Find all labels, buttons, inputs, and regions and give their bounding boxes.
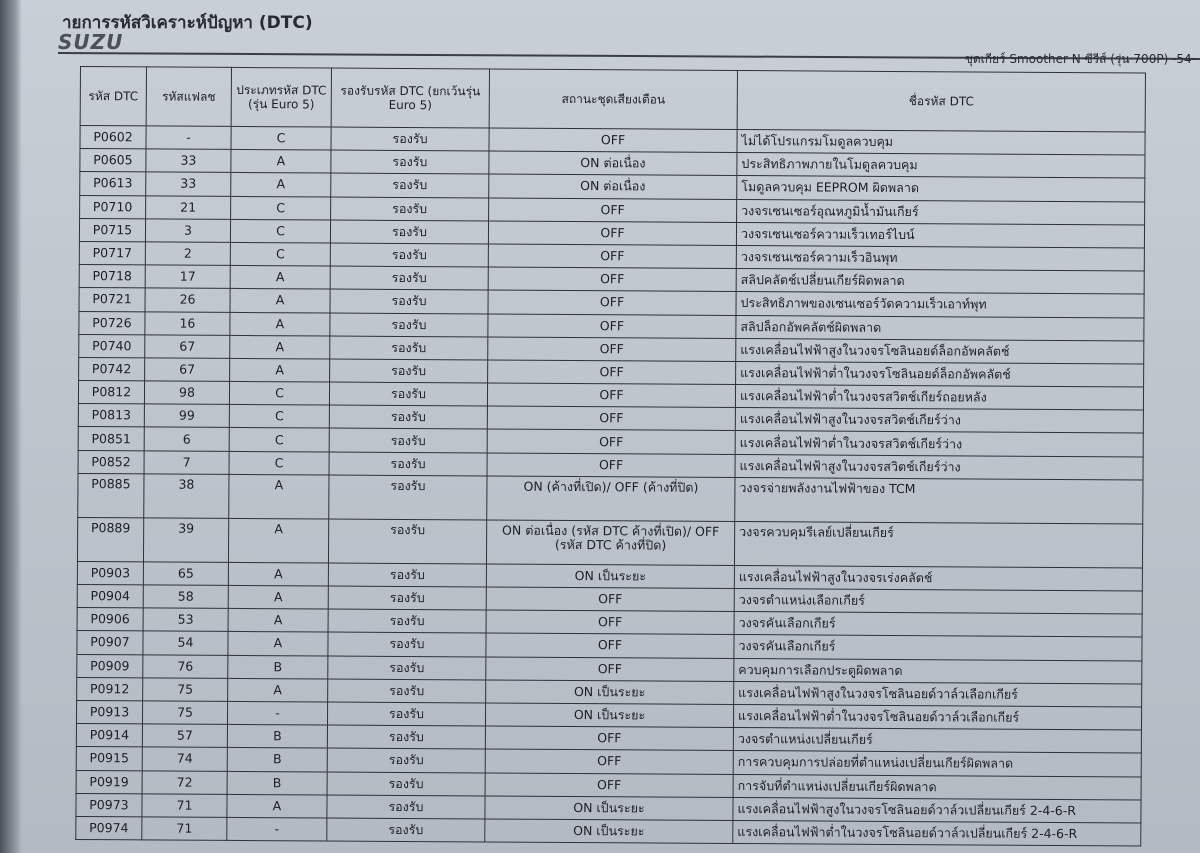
cell-warning-status: OFF	[487, 453, 735, 478]
cell-dtc-type: B	[227, 748, 327, 772]
cell-dtc-support: รองรับ	[327, 795, 485, 819]
cell-dtc-support: รองรับ	[328, 519, 486, 564]
cell-warning-status: OFF	[489, 128, 737, 153]
cell-dtc-code: P0915	[76, 747, 142, 771]
cell-flash-code: 39	[143, 518, 228, 563]
header-dtc-code: รหัส DTC	[80, 67, 146, 126]
header-warning-status: สถานะชุดเสียงเตือน	[489, 69, 737, 130]
cell-warning-status: OFF	[488, 290, 736, 315]
cell-dtc-type: C	[229, 381, 329, 405]
cell-warning-status: OFF	[487, 383, 735, 408]
cell-flash-code: 65	[143, 562, 228, 586]
cell-dtc-name: วงจรจ่ายพลังงานไฟฟ้าของ TCM	[735, 477, 1143, 523]
cell-dtc-type: A	[228, 562, 328, 586]
cell-flash-code: 26	[145, 288, 230, 312]
cell-dtc-type: A	[229, 474, 329, 519]
cell-dtc-support: รองรับ	[330, 266, 488, 290]
cell-dtc-name: วงจรเซนเซอร์ความเร็วอินพุท	[736, 245, 1144, 271]
cell-flash-code: 67	[145, 358, 230, 382]
cell-warning-status: ON เป็นระยะ	[486, 564, 734, 589]
cell-warning-status: OFF	[486, 657, 734, 682]
cell-dtc-code: P0885	[78, 473, 144, 517]
cell-warning-status: ON (ค้างที่เปิด)/ OFF (ค้างที่ปิด)	[487, 476, 735, 522]
cell-dtc-code: P0726	[79, 311, 145, 335]
cell-dtc-name: วงจรคันเลือกเกียร์	[734, 635, 1142, 661]
cell-flash-code: 16	[145, 311, 230, 335]
cell-dtc-code: P0813	[78, 404, 144, 428]
cell-dtc-code: P0718	[79, 265, 145, 289]
cell-warning-status: OFF	[489, 198, 737, 223]
cell-warning-status: OFF	[486, 610, 734, 635]
cell-dtc-type: A	[230, 312, 330, 336]
cell-dtc-code: P0914	[76, 724, 142, 748]
cell-warning-status: OFF	[486, 633, 734, 658]
cell-flash-code: 76	[143, 654, 228, 678]
cell-dtc-support: รองรับ	[329, 382, 487, 406]
cell-warning-status: OFF	[488, 360, 736, 385]
cell-warning-status: ON ต่อเนื่อง	[489, 174, 737, 199]
cell-flash-code: 21	[146, 195, 231, 219]
cell-dtc-type: B	[227, 771, 327, 795]
cell-dtc-support: รองรับ	[329, 475, 487, 520]
cell-dtc-type: B	[227, 725, 327, 749]
cell-dtc-type: A	[231, 173, 331, 197]
cell-dtc-support: รองรับ	[328, 632, 486, 656]
cell-dtc-support: รองรับ	[328, 679, 486, 703]
cell-flash-code: 38	[144, 474, 229, 519]
cell-dtc-name: แรงเคลื่อนไฟฟ้าสูงในวงจรโซลินอยด์วาล์วเปลี่ยนเกียร์ 2-4-6-R	[733, 797, 1141, 823]
cell-dtc-code: P0907	[77, 631, 143, 655]
cell-dtc-name: แรงเคลื่อนไฟฟ้าสูงในวงจรโซลินอยด์วาล์วเลือกเกียร์	[734, 681, 1142, 707]
cell-dtc-code: P0717	[79, 241, 145, 265]
cell-warning-status: ON เป็นระยะ	[486, 680, 734, 705]
cell-dtc-code: P0851	[78, 427, 144, 451]
table-body	[76, 126, 1145, 847]
cell-flash-code: 98	[144, 381, 229, 405]
cell-dtc-type: B	[228, 655, 328, 679]
cell-dtc-support: รองรับ	[327, 748, 485, 772]
cell-dtc-name: ประสิทธิภาพของเซนเซอร์วัดความเร็วเอาท์พุท	[736, 292, 1144, 318]
cell-dtc-name: วงจรเซนเซอร์ความเร็วเทอร์ไบน์	[736, 222, 1144, 248]
cell-flash-code: 6	[144, 427, 229, 451]
cell-dtc-type: A	[228, 609, 328, 633]
cell-dtc-support: รองรับ	[330, 220, 488, 244]
cell-dtc-code: P0974	[76, 816, 142, 840]
cell-warning-status: OFF	[485, 749, 733, 774]
cell-flash-code: -	[146, 126, 231, 150]
cell-flash-code: 33	[146, 149, 231, 173]
cell-dtc-name: วงจรคันเลือกเกียร์	[734, 612, 1142, 638]
cell-dtc-code: P0919	[76, 770, 142, 794]
cell-flash-code: 67	[145, 335, 230, 359]
cell-dtc-code: P0721	[79, 288, 145, 312]
cell-dtc-name: แรงเคลื่อนไฟฟ้าต่ำในวงจรโซลินอยด์ล็อกอัพคลัตช์	[736, 361, 1144, 387]
cell-dtc-code: P0903	[77, 561, 143, 585]
cell-dtc-type: C	[229, 405, 329, 429]
cell-dtc-support: รองรับ	[327, 772, 485, 796]
cell-dtc-code: P0904	[77, 584, 143, 608]
cell-dtc-support: รองรับ	[331, 173, 489, 197]
header-dtc-name: ชื่อรหัส DTC	[737, 71, 1145, 132]
cell-flash-code: 75	[143, 678, 228, 702]
cell-dtc-type: -	[227, 701, 327, 725]
cell-dtc-support: รองรับ	[327, 818, 485, 842]
cell-dtc-type: A	[230, 289, 330, 313]
cell-dtc-name: แรงเคลื่อนไฟฟ้าสูงในวงจรสวิตช์เกียร์ว่าง	[735, 408, 1143, 434]
cell-dtc-support: รองรับ	[327, 702, 485, 726]
cell-dtc-name: ควบคุมการเลือกประตูผิดพลาด	[734, 658, 1142, 684]
cell-warning-status: OFF	[487, 406, 735, 431]
cell-flash-code: 71	[142, 817, 227, 841]
cell-dtc-type: A	[227, 794, 327, 818]
cell-dtc-code: P0613	[80, 172, 146, 196]
cell-dtc-code: P0912	[77, 677, 143, 701]
cell-warning-status: OFF	[488, 244, 736, 269]
cell-warning-status: ON เป็นระยะ	[485, 703, 733, 728]
cell-dtc-type: A	[231, 150, 331, 174]
cell-dtc-name: สลิปคลัตช์เปลี่ยนเกียร์ผิดพลาด	[736, 269, 1144, 295]
cell-dtc-type: C	[230, 242, 330, 266]
cell-dtc-support: รองรับ	[330, 313, 488, 337]
cell-dtc-name: วงจรตำแหน่งเลือกเกียร์	[734, 589, 1142, 615]
page-binding-shadow	[0, 0, 22, 853]
cell-dtc-type: C	[231, 126, 331, 150]
cell-dtc-code: P0889	[77, 517, 143, 561]
cell-dtc-support: รองรับ	[330, 289, 488, 313]
cell-dtc-support: รองรับ	[331, 150, 489, 174]
cell-dtc-type: C	[230, 219, 330, 243]
dtc-table	[75, 66, 1146, 847]
cell-dtc-type: -	[227, 817, 327, 841]
table-row	[77, 517, 1142, 568]
cell-dtc-code: P0913	[76, 700, 142, 724]
cell-dtc-code: P0812	[78, 381, 144, 405]
cell-dtc-name: แรงเคลื่อนไฟฟ้าต่ำในวงจรโซลินอยด์วาล์วเลือกเกียร์	[733, 704, 1141, 730]
cell-dtc-code: P0852	[78, 450, 144, 474]
cell-warning-status: OFF	[488, 267, 736, 292]
page-title: ายการรหัสวิเคราะห์ปัญหา (DTC)	[62, 13, 313, 33]
cell-dtc-name: ประสิทธิภาพภายในโมดูลควบคุม	[737, 153, 1145, 179]
cell-dtc-support: รองรับ	[331, 197, 489, 221]
cell-flash-code: 99	[144, 404, 229, 428]
cell-dtc-name: โมดูลควบคุม EEPROM ผิดพลาด	[737, 176, 1145, 202]
cell-dtc-type: C	[229, 451, 329, 475]
cell-dtc-code: P0715	[79, 218, 145, 242]
cell-flash-code: 7	[144, 451, 229, 475]
cell-dtc-name: แรงเคลื่อนไฟฟ้าสูงในวงจรโซลินอยด์ล็อกอัพคลัตช์	[736, 338, 1144, 364]
cell-dtc-type: C	[231, 196, 331, 220]
cell-warning-status: OFF	[488, 313, 736, 338]
table-row	[78, 473, 1143, 524]
cell-dtc-type: A	[228, 518, 328, 563]
cell-flash-code: 58	[143, 585, 228, 609]
header-dtc-support: รองรับรหัส DTC (ยกเว้นรุ่น Euro 5)	[331, 68, 489, 128]
cell-flash-code: 3	[145, 219, 230, 243]
cell-flash-code: 57	[142, 724, 227, 748]
cell-dtc-code: P0973	[76, 793, 142, 817]
header-flash-code: รหัสแฟลช	[146, 67, 231, 127]
running-header: ชุดเกียร์ Smoother N ซีรีส์ (รุ่น 700P) -54-	[964, 52, 1196, 66]
cell-flash-code: 33	[146, 172, 231, 196]
cell-dtc-support: รองรับ	[330, 359, 488, 383]
cell-warning-status: OFF	[487, 429, 735, 454]
cell-warning-status: OFF	[488, 221, 736, 246]
cell-dtc-name: วงจรควบคุมรีเลย์เปลี่ยนเกียร์	[734, 521, 1142, 567]
cell-dtc-code: P0602	[80, 126, 146, 150]
cell-warning-status: OFF	[485, 726, 733, 751]
cell-warning-status: OFF	[485, 772, 733, 797]
cell-dtc-support: รองรับ	[328, 609, 486, 633]
cell-dtc-type: A	[228, 632, 328, 656]
cell-warning-status: ON ต่อเนื่อง (รหัส DTC ค้างที่เปิด)/ OFF (รหัส DTC ค้างที่ปิด)	[486, 520, 734, 566]
cell-dtc-type: A	[230, 335, 330, 359]
cell-dtc-name: แรงเคลื่อนไฟฟ้าต่ำในวงจรสวิตช์เกียร์ว่าง	[735, 431, 1143, 457]
cell-flash-code: 2	[145, 242, 230, 266]
cell-dtc-support: รองรับ	[328, 656, 486, 680]
cell-warning-status: ON เป็นระยะ	[485, 819, 733, 844]
cell-dtc-code: P0605	[80, 149, 146, 173]
cell-dtc-support: รองรับ	[329, 428, 487, 452]
cell-flash-code: 54	[143, 631, 228, 655]
cell-dtc-name: การควบคุมการปล่อยที่ตำแหน่งเปลี่ยนเกียร์ผิดพลาด	[733, 751, 1141, 777]
cell-flash-code: 72	[142, 770, 227, 794]
cell-warning-status: ON ต่อเนื่อง	[489, 151, 737, 176]
cell-dtc-support: รองรับ	[329, 405, 487, 429]
cell-dtc-name: แรงเคลื่อนไฟฟ้าสูงในวงจรเร่งคลัตช์	[734, 565, 1142, 591]
cell-dtc-name: การจับที่ตำแหน่งเปลี่ยนเกียร์ผิดพลาด	[733, 774, 1141, 800]
cell-flash-code: 17	[145, 265, 230, 289]
cell-dtc-code: P0710	[80, 195, 146, 219]
cell-warning-status: OFF	[488, 337, 736, 362]
cell-flash-code: 53	[143, 608, 228, 632]
cell-dtc-type: A	[230, 266, 330, 290]
cell-dtc-type: A	[228, 585, 328, 609]
table-header-row	[80, 67, 1145, 133]
cell-dtc-code: P0906	[77, 608, 143, 632]
cell-dtc-code: P0740	[79, 334, 145, 358]
header-dtc-type: ประเภทรหัส DTC (รุ่น Euro 5)	[231, 67, 331, 127]
cell-dtc-name: วงจรเซนเซอร์อุณหภูมิน้ำมันเกียร์	[737, 199, 1145, 225]
cell-dtc-name: ไม่ได้โปรแกรมโมดูลควบคุม	[737, 130, 1145, 156]
cell-dtc-type: A	[230, 358, 330, 382]
cell-flash-code: 75	[142, 701, 227, 725]
cell-dtc-support: รองรับ	[331, 127, 489, 151]
cell-dtc-code: P0909	[77, 654, 143, 678]
cell-dtc-support: รองรับ	[328, 586, 486, 610]
cell-dtc-name: แรงเคลื่อนไฟฟ้าสูงในวงจรสวิตช์เกียร์ว่าง	[735, 454, 1143, 480]
cell-flash-code: 71	[142, 794, 227, 818]
cell-dtc-support: รองรับ	[328, 563, 486, 587]
cell-dtc-type: C	[229, 428, 329, 452]
cell-dtc-name: วงจรตำแหน่งเปลี่ยนเกียร์	[733, 728, 1141, 754]
cell-dtc-name: สลิปล็อกอัพคลัตช์ผิดพลาด	[736, 315, 1144, 341]
cell-warning-status: OFF	[486, 587, 734, 612]
brand-logo: SUZU	[58, 30, 124, 54]
cell-flash-code: 74	[142, 747, 227, 771]
cell-dtc-support: รองรับ	[329, 452, 487, 476]
cell-dtc-name: แรงเคลื่อนไฟฟ้าต่ำในวงจรโซลินอยด์วาล์วเปลี่ยนเกียร์ 2-4-6-R	[733, 820, 1141, 846]
cell-dtc-type: A	[228, 678, 328, 702]
cell-dtc-support: รองรับ	[330, 243, 488, 267]
cell-warning-status: ON เป็นระยะ	[485, 796, 733, 821]
cell-dtc-support: รองรับ	[327, 725, 485, 749]
cell-dtc-name: แรงเคลื่อนไฟฟ้าต่ำในวงจรสวิตช์เกียร์ถอยหลัง	[735, 385, 1143, 411]
cell-dtc-code: P0742	[79, 357, 145, 381]
cell-dtc-support: รองรับ	[330, 336, 488, 360]
